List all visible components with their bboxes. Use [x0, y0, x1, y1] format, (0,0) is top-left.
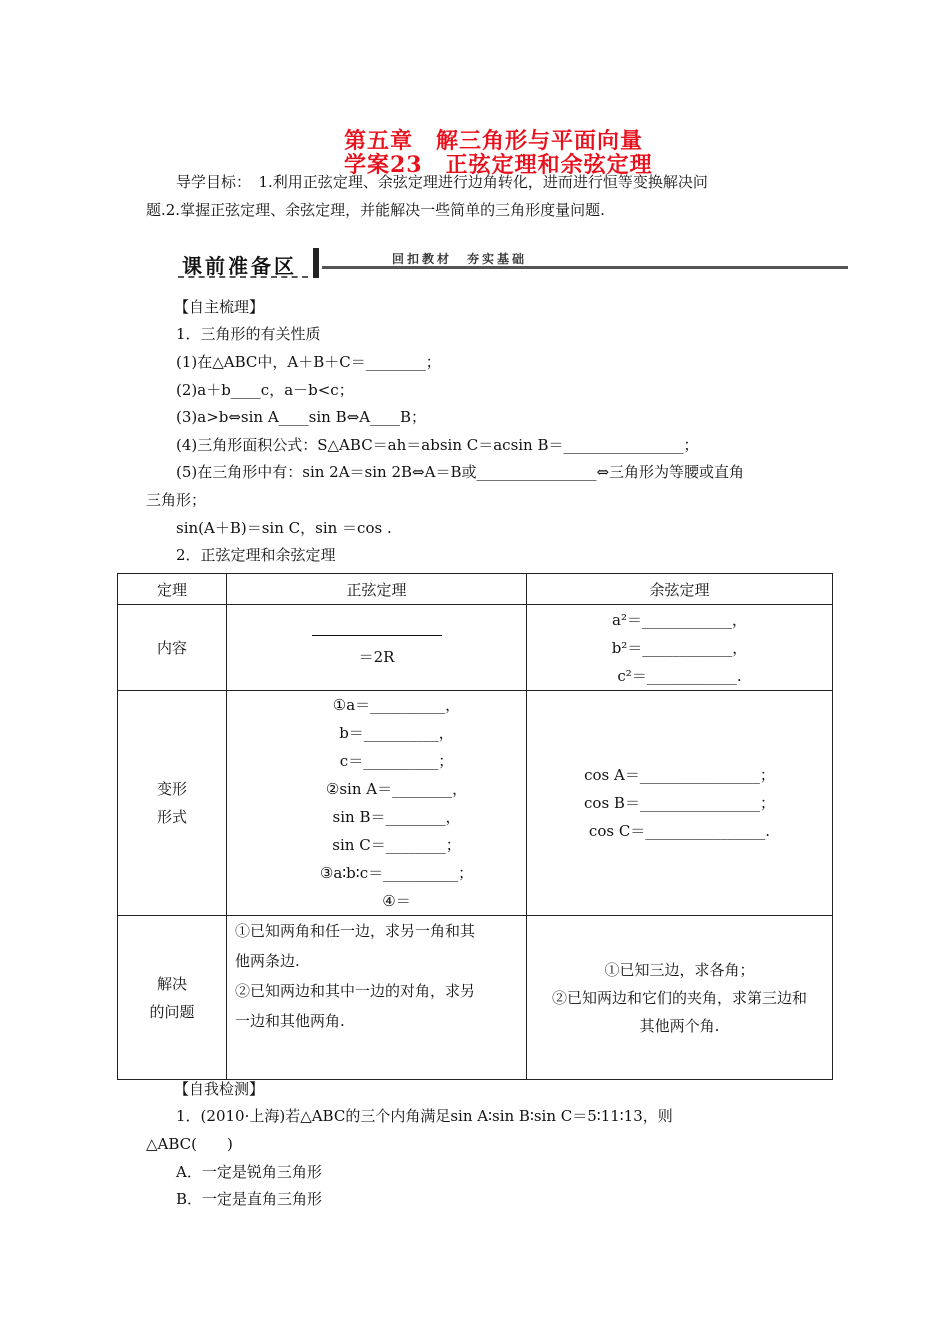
- cosine-law-forms: [527, 691, 833, 916]
- cosine-form-line: cos B＝________________；: [584, 794, 775, 812]
- table-row-content: [118, 605, 833, 691]
- problems-label-2: 的问题: [149, 1002, 195, 1021]
- property-4: (4)三角形面积公式：S△ABC＝ah＝absin C＝acsin B＝________________；: [176, 436, 699, 454]
- cosine-form-line: cos A＝________________；: [584, 766, 775, 784]
- header-cosine-law: 余弦定理: [527, 574, 833, 605]
- cosine-b-line: b²＝____________，: [611, 638, 748, 657]
- objective-line-1: 导学目标： 1.利用正弦定理、余弦定理进行边角转化，进而进行恒等变换解决问: [176, 173, 708, 191]
- chapter-title: 第五章 解三角形与平面向量: [344, 128, 644, 154]
- sine-law-content: [227, 605, 527, 691]
- row-label-content: 内容: [118, 605, 227, 691]
- theorem-table: [117, 573, 833, 1080]
- sine-form-line: ④＝: [382, 892, 411, 910]
- forms-label-1: 变形: [156, 780, 187, 798]
- question-1-cont: △ABC( ): [146, 1135, 233, 1153]
- option-b: B．一定是直角三角形: [176, 1190, 323, 1208]
- cosine-law-content: [527, 605, 833, 691]
- cosine-form-line: cos C＝________________.: [588, 822, 771, 840]
- sine-form-line: c＝__________；: [339, 752, 454, 770]
- question-1: 1．(2010·上海)若△ABC的三个内角满足sin A∶sin B∶sin C＝5∶11∶13，则: [176, 1107, 673, 1125]
- sine-problem-line: ①已知两角和任一边，求另一角和其: [235, 922, 476, 940]
- forms-label-2: 形式: [156, 808, 187, 826]
- self-test-heading: 【自我检测】: [174, 1080, 265, 1098]
- row-label-forms: [118, 691, 227, 916]
- lesson-title: 学案23 正弦定理和余弦定理: [344, 152, 653, 178]
- property-5-cont: 三角形；: [146, 491, 207, 509]
- sine-law-formula: ＝2R: [358, 648, 395, 666]
- sine-law-forms: [227, 691, 527, 916]
- banner-label: 课前准备区: [182, 254, 297, 278]
- table-header-row: [118, 574, 833, 605]
- cosine-c-line: c²＝____________.: [617, 666, 742, 685]
- sine-form-line: b＝__________，: [339, 724, 454, 742]
- cosine-problem-line: ①已知三边，求各角；: [604, 960, 755, 979]
- sine-form-line: sin B＝________，: [332, 808, 461, 826]
- sine-problem-line: 他两条边.: [235, 952, 300, 970]
- property-1: (1)在△ABC中，A＋B＋C＝________；: [176, 353, 441, 371]
- banner-divider: [313, 248, 319, 278]
- sine-form-line: ②sin A＝________，: [325, 780, 468, 798]
- problems-label-1: 解决: [156, 974, 187, 993]
- sine-form-line: ①a＝__________，: [332, 696, 461, 714]
- banner-underline: [178, 276, 308, 278]
- option-a: A．一定是锐角三角形: [176, 1163, 322, 1181]
- cosine-problem-line: 其他两个角.: [639, 1016, 720, 1035]
- sine-law-problems: [227, 916, 527, 1080]
- item-1-heading: 1．三角形的有关性质: [176, 325, 321, 343]
- header-sine-law: 正弦定理: [227, 574, 527, 605]
- self-review-heading: 【自主梳理】: [174, 298, 265, 316]
- property-6: sin(A＋B)＝sin C，sin ＝cos .: [176, 519, 392, 537]
- sine-problem-line: 一边和其他两角.: [235, 1012, 345, 1030]
- property-2: (2)a＋b____c，a－b<c；: [176, 381, 354, 399]
- banner-subtitle: 回扣教材 夯实基础: [392, 252, 528, 266]
- sine-problem-line: ②已知两边和其中一边的对角，求另: [235, 982, 476, 1000]
- table-row-forms: [118, 691, 833, 916]
- table-row-problems: [118, 916, 833, 1080]
- sine-form-line: ③a∶b∶c＝__________；: [319, 864, 474, 882]
- cosine-problem-line: ②已知两边和它们的夹角，求第三边和: [551, 988, 807, 1007]
- cosine-law-problems: [527, 916, 833, 1080]
- sine-form-line: sin C＝________；: [332, 836, 461, 854]
- row-label-problems: [118, 916, 227, 1080]
- header-theorem: 定理: [118, 574, 227, 605]
- cosine-a-line: a²＝____________，: [612, 610, 747, 629]
- fraction-bar: [312, 635, 442, 636]
- section-banner: [176, 246, 314, 282]
- property-5: (5)在三角形中有：sin 2A＝sin 2B⇔A＝B或________________⇔三角形为等腰或直角: [176, 463, 745, 481]
- item-2-heading: 2．正弦定理和余弦定理: [176, 546, 336, 564]
- property-3: (3)a>b⇔sin A____sin B⇔A____B；: [176, 408, 427, 426]
- objective-line-2: 题.2.掌握正弦定理、余弦定理，并能解决一些简单的三角形度量问题.: [146, 201, 605, 219]
